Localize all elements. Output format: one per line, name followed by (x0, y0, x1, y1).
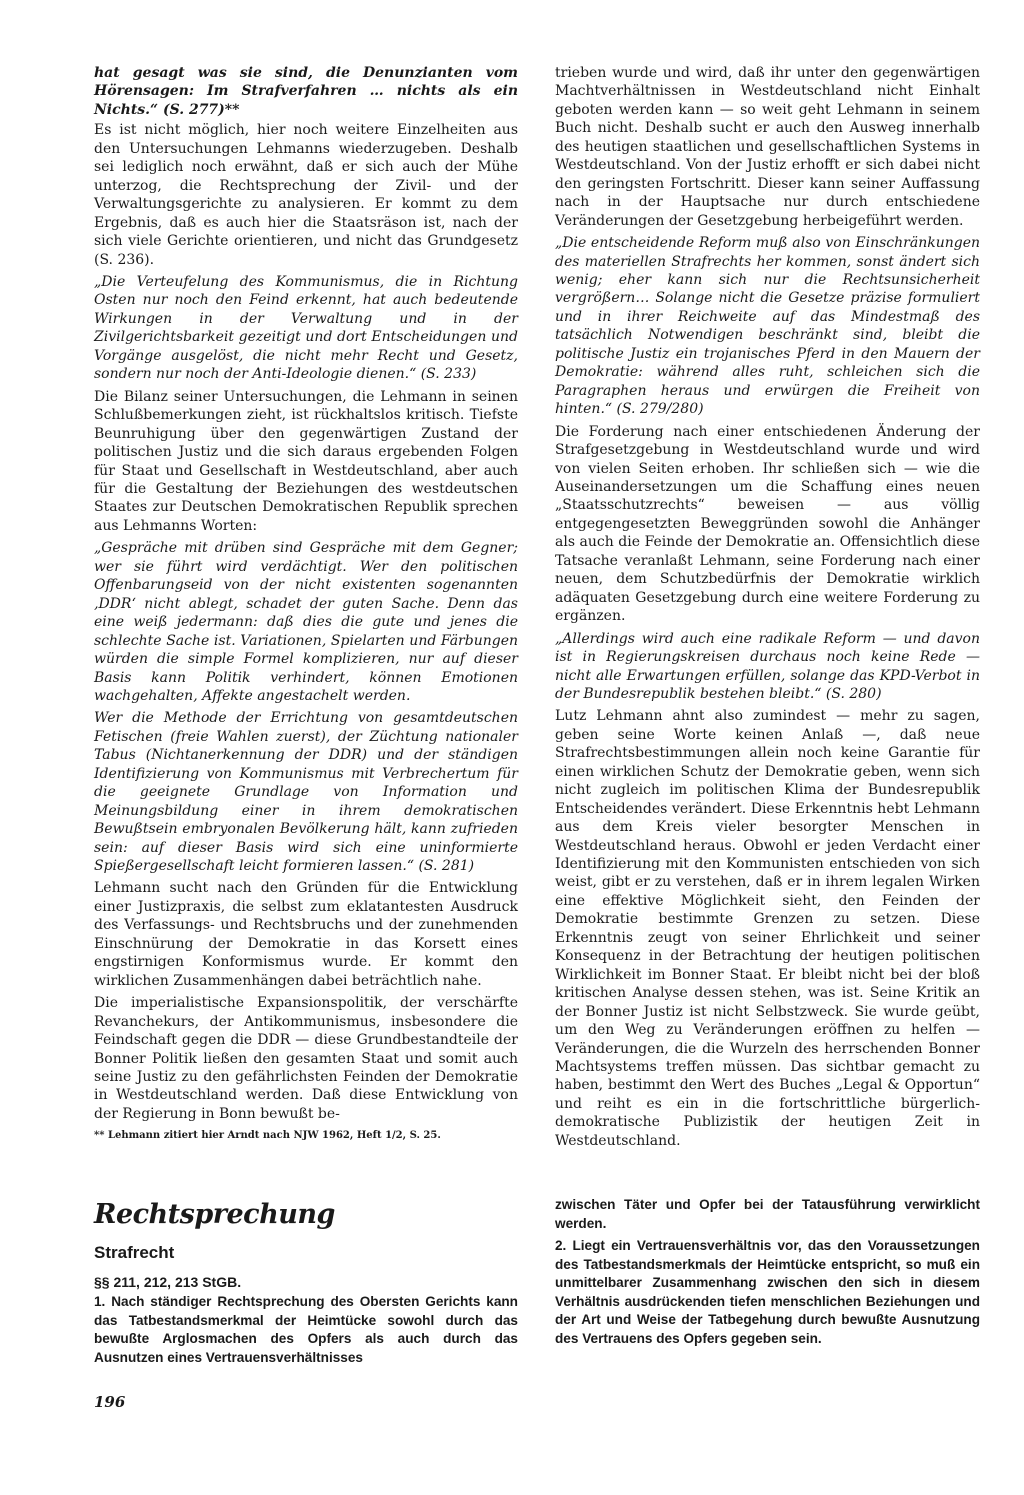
quote-paragraph: „Die entscheidende Reform muß also von Einschränkungen des materiellen Strafrechts her kommen, sonst ändert sich wenig; eher kann sich nur die Rechtsunsicherheit vergrößern… Solange nicht die Gesetze präzise formuliert und in ihrer Reichweite auf das Mindestmaß des tatsächlich Notwendigen beschränkt sind, bleibt die politische Justiz ein trojanisches Pferd in den Mauern der Demokratie: während alles ruht, schleichen sich die Paragraphen heraus und erwürgen die Freiheit von hinten.“ (S. 279/280) (555, 235, 980, 418)
page-number: 196 (94, 1393, 126, 1411)
left-column (94, 64, 518, 1142)
quote-paragraph: hat gesagt was sie sind, die Denunzianten vom Hörensagen: Im Strafverfahren … nichts als ein Nichts.“ (S. 277)** (94, 65, 518, 118)
quote-paragraph: „Die Verteufelung des Kommunismus, die in Richtung Osten nur noch den Feind erkennt, hat auch bedeutende Wirkungen in der Verwaltung und in der Zivilgerichtsbarkeit gezeitigt und dort Entscheidungen und Vorgänge ausgelöst, die nicht mehr Recht und Gesetz, sondern nur noch der Anti-Ideologie dienen.“ (S. 233) (94, 273, 518, 383)
body-paragraph: Die imperialistische Expansionspolitik, der verschärfte Revanchekurs, der Antikommunismus, insbesondere die Feindschaft gegen die DDR — diese Grundbestandteile der Bonner Politik ließen den gesamten Staat und somit auch seine Justiz zu den gefährlichsten Feinden der Demokratie in Westdeutschland werden. Daß diese Entwicklung von der Regierung in Bonn bewußt be- (94, 995, 518, 1122)
headnote-1: 1. Nach ständiger Rechtsprechung des Obersten Gerichts kann das Tatbestandsmerkmal der Heimtücke sowohl durch das bewußte Arglosmachen des Opfers als auch durch das Ausnutzen eines Vertrauensverhältnisses (94, 1294, 518, 1365)
case-law-section-left (94, 1198, 518, 1371)
case-law-section-right (555, 1196, 980, 1352)
headnote-2: 2. Liegt ein Vertrauensverhältnis vor, das den Voraussetzungen des Tatbestandsmerkmals der Heimtücke entspricht, so muß ein unmittelbarer Zusammenhang zwischen den sich in diesem Verhältnis ausdrückenden tiefen menschlichen Beziehungen und der Art und Weise der Tatbegehung durch bewußte Ausnutzung des Vertrauens des Opfers gegeben sein. (555, 1238, 980, 1346)
quote-paragraph: „Gespräche mit drüben sind Gespräche mit dem Gegner; wer sie führt wird verdächtigt. Wer den politischen Offenbarungseid von der nicht existenten sogenannten ‚DDR‘ nicht ablegt, schadet der guten Sache. Denn das eine weiß jedermann: daß dies die gute und jenes die schlechte Sache ist. Variationen, Spielarten und Färbungen würden die simple Formel komplizieren, nur auf dieser Basis kann Politik verhindert, können Emotionen wachgehalten, Affekte angestachelt werden. (94, 540, 518, 704)
section-subheading: Strafrecht (94, 1243, 175, 1262)
section-heading: Rechtsprechung (94, 1199, 335, 1230)
quote-paragraph: „Allerdings wird auch eine radikale Reform — und davon ist in Regierungskreisen durchaus noch keine Rede — nicht alle Erwartungen erfüllen, solange das KPD-Verbot in der Bundesrepublik bestehen bleibt.“ (S. 280) (555, 630, 980, 702)
footnote: ** Lehmann zitiert hier Arndt nach NJW 1962, Heft 1/2, S. 25. (94, 1130, 441, 1142)
body-paragraph: trieben wurde und wird, daß ihr unter den gegenwärtigen Machtverhältnissen in Westdeutschland nicht Einhalt geboten werden kann — so weit geht Lehmann in seinem Buch nicht. Deshalb sucht er auch den Ausweg innerhalb des heutigen staatlichen und gesellschaftlichen Systems in Westdeutschland. Von der Justiz erhofft er sich dabei nicht den geringsten Fortschritt. Dieser kann seiner Auffassung nach in der Hauptsache nur durch entschiedene Veränderungen der Gesetzgebung herbeigeführt werden. (555, 65, 980, 229)
body-paragraph: Es ist nicht möglich, hier noch weitere Einzelheiten aus den Untersuchungen Lehmanns wiederzugeben. Deshalb sei lediglich noch erwähnt, daß er sich auch der Mühe unterzog, die Rechtsprechung der Zivil- und der Verwaltungsgerichte zu analysieren. Er kommt zu dem Ergebnis, daß es auch hier die Staatsräson ist, nach der sich viele Gerichte orientieren, und nicht das Grundgesetz (S. 236). (94, 122, 518, 268)
right-column (555, 64, 980, 1154)
headnote-1-continued: zwischen Täter und Opfer bei der Tatausführung verwirklicht werden. (555, 1197, 980, 1231)
body-paragraph: Die Bilanz seiner Untersuchungen, die Lehmann in seinen Schlußbemerkungen zieht, ist rückhaltslos kritisch. Tiefste Beunruhigung über den gegenwärtigen Zustand der politischen Justiz und die sich daraus ergebenden Folgen für Staat und Gesellschaft in Westdeutschland, aber auch für die Gestaltung der Beziehungen des westdeutschen Staates zur Deutschen Demokratischen Republik sprechen aus Lehmanns Worten: (94, 388, 518, 534)
body-paragraph: Die Forderung nach einer entschiedenen Änderung der Strafgesetzgebung in Westdeutschland wurde und wird von vielen Seiten erhoben. Ihr schließen sich — wie die Auseinandersetzungen um die Schaffung eines neuen „Staatsschutzrechts“ beweisen — aus völlig entgegengesetzten Beweggründen sowohl die Anhänger als auch die Feinde der Demokratie an. Offensichtlich diese Tatsache veranlaßt Lehmann, seine Forderung nach einer neuen, dem Schutzbedürfnis der Demokratie wirklich adäquaten Gesetzgebung durch eine weitere Forderung zu ergänzen. (555, 423, 980, 625)
body-paragraph: Lutz Lehmann ahnt also zumindest — mehr zu sagen, geben seine Worte keinen Anlaß —, daß neue Strafrechtsbestimmungen allein noch keine Garantie für einen wirklichen Schutz der Demokratie geben, wenn sich nicht zugleich im politischen Klima der Bundesrepublik Entscheidendes verändert. Diese Erkenntnis hebt Lehmann aus dem Kreis vieler besorgter Menschen in Westdeutschland heraus. Obwohl er jeden Verdacht einer Identifizierung mit den Kommunisten entschieden von sich weist, gibt er zu verstehen, daß er in ihrem legalen Wirken eine effektive Möglichkeit sieht, den Feinden der Demokratie bestimmte Grenzen zu setzen. Diese Erkenntnis zeugt von seiner Ehrlichkeit und seiner Konsequenz in der Betrachtung der heutigen politischen Wirklichkeit im Bonner Staat. Er bleibt nicht bei der bloß kritischen Analyse dessen stehen, was ist. Seine Kritik an der Bonner Justiz ist nicht Selbstzweck. Sie wurde geübt, um den Weg zu Veränderungen eröffnen zu helfen — Veränderungen, die die Wurzeln des herrschenden Bonner Machtsystems treffen müssen. Das sichtbar gemacht zu haben, bestimmt den Wert des Buches „Legal & Opportun“ und reiht es ein in die fortschrittliche bürgerlich-demokratische Publizistik der heutigen Zeit in Westdeutschland. (555, 708, 980, 1149)
quote-paragraph: Wer die Methode der Errichtung von gesamtdeutschen Fetischen (freie Wahlen zuerst), der Züchtung nationaler Tabus (Nichtanerkennung der DDR) und der ständigen Identifizierung von Kommunismus mit Verbrechertum für die geeignete Grundlage von Information und Meinungsbildung einer in ihrem demokratischen Bewußtsein embryonalen Bevölkerung hält, kann zufrieden sein: auf dieser Basis wird sich eine uninformierte Spießergesellschaft leicht formieren lassen.“ (S. 281) (94, 710, 518, 875)
body-paragraph: Lehmann sucht nach den Gründen für die Entwicklung einer Justizpraxis, die selbst zum eklatantesten Ausdruck des Verfassungs- und Rechtsbruchs und der zunehmenden Einschnürung der Demokratie in das Korsett eines engstirnigen Konformismus wurde. Er kommt den wirklichen Zusammenhängen dabei beträchtlich nahe. (94, 880, 518, 989)
statute-reference: §§ 211, 212, 213 StGB. (94, 1274, 242, 1290)
